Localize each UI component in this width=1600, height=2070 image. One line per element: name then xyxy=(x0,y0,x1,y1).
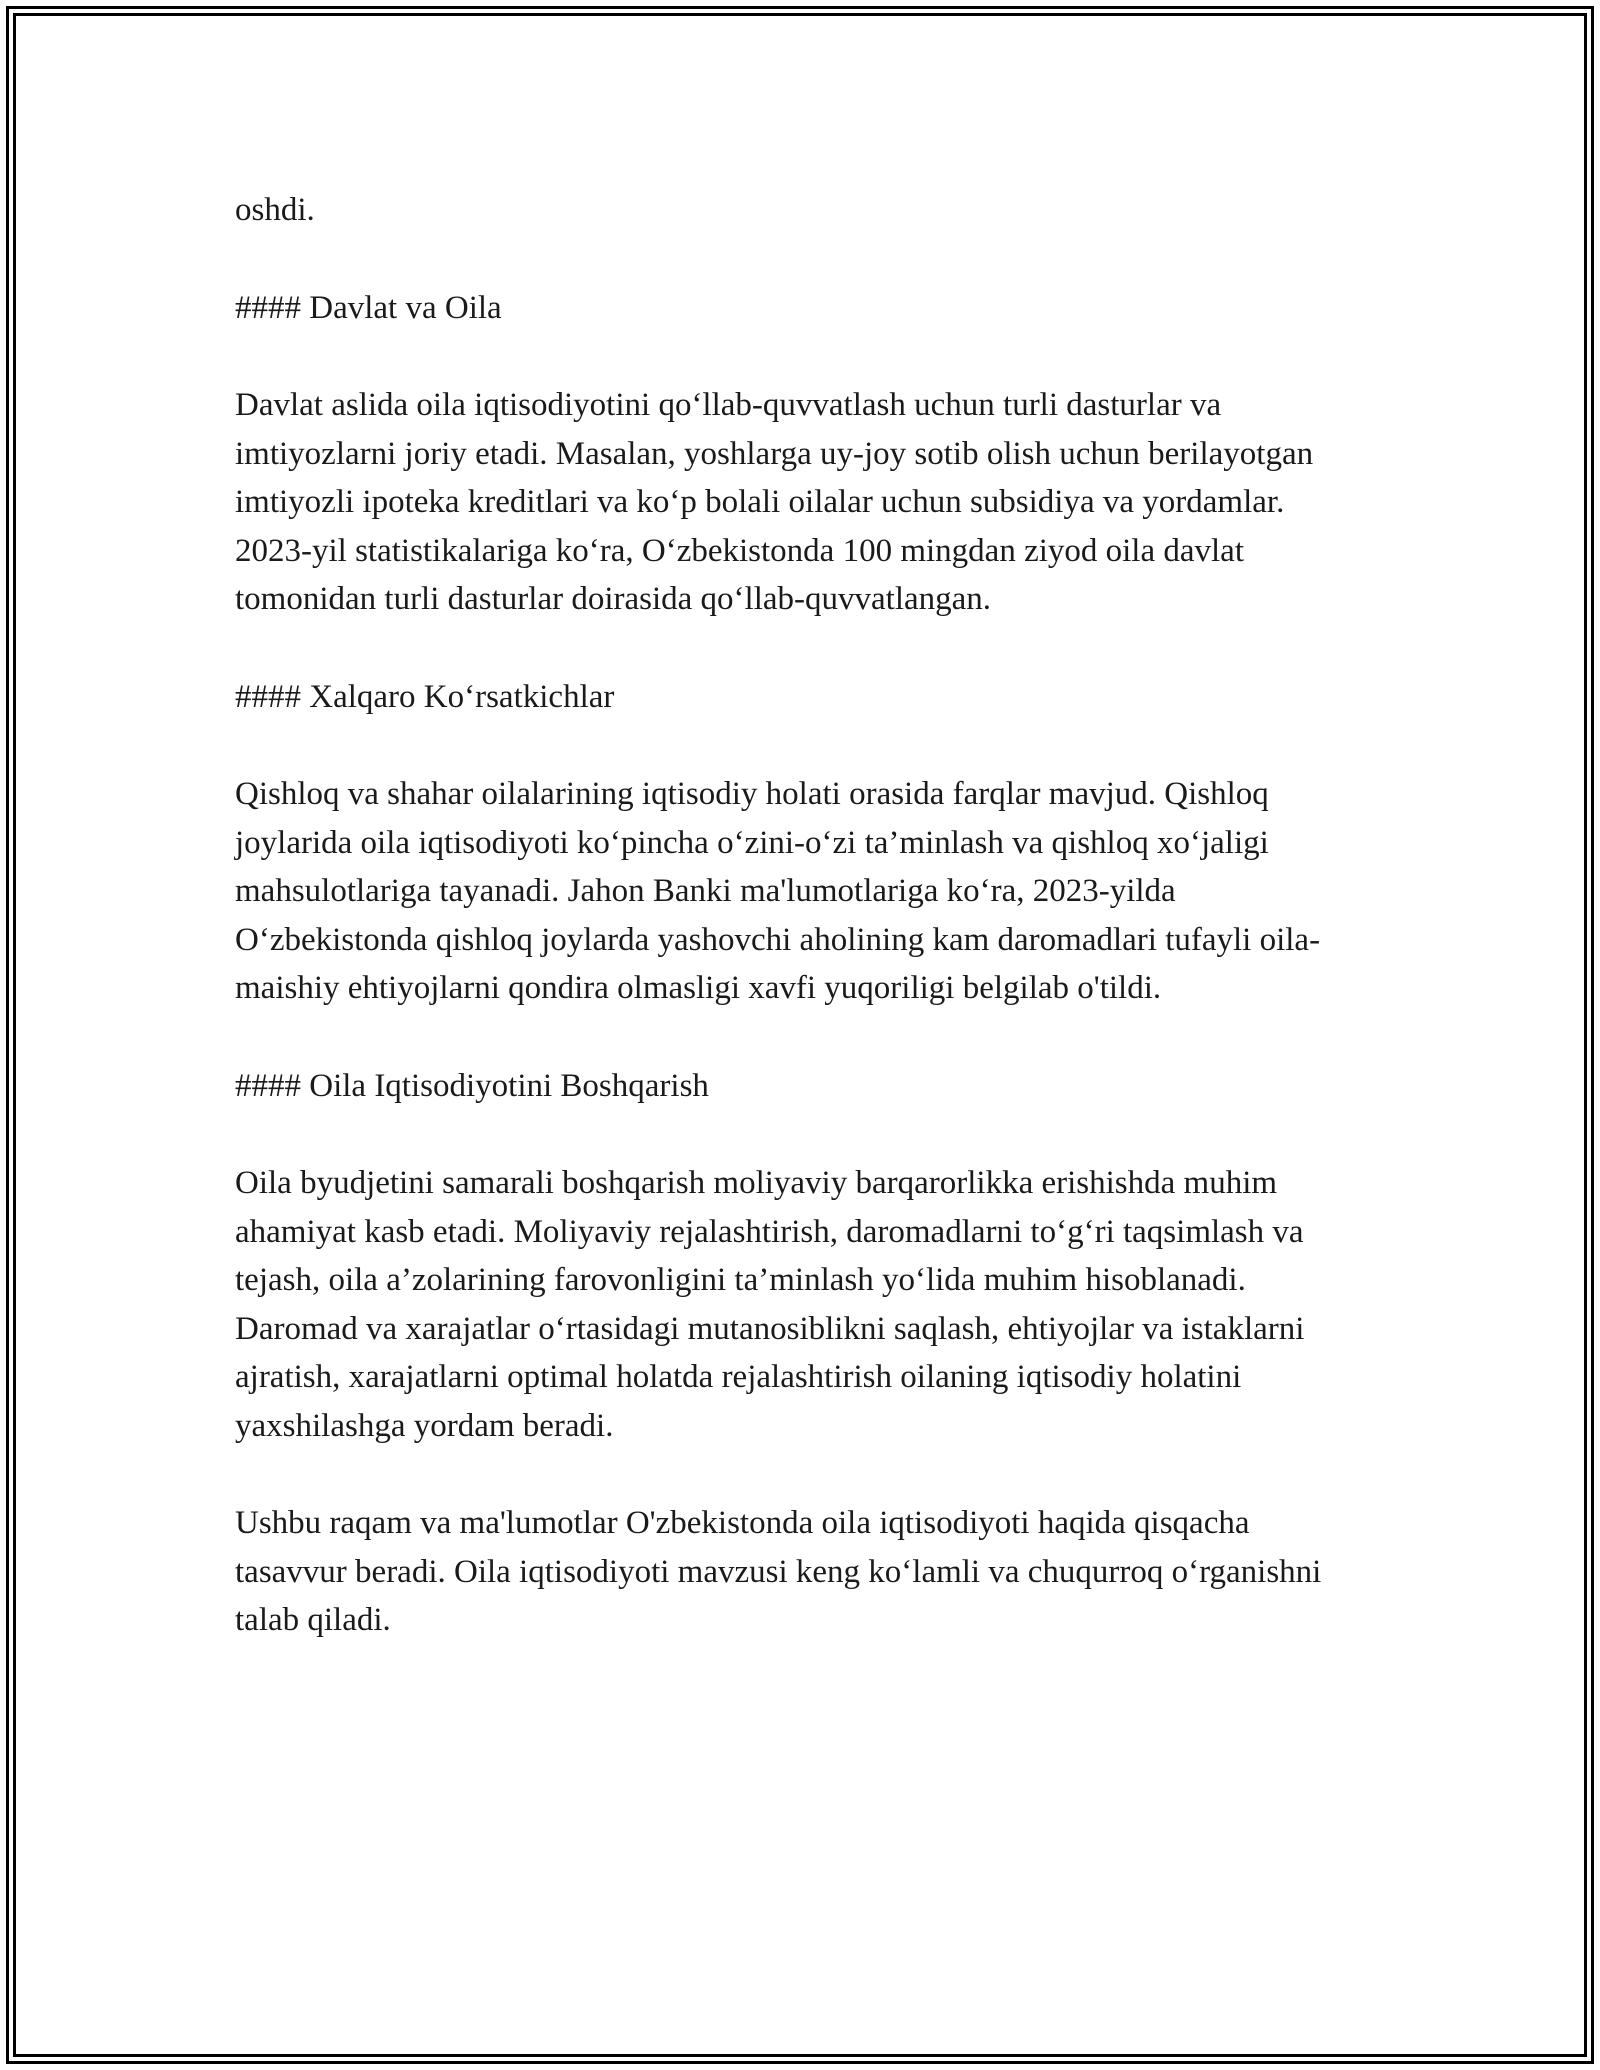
section-body-xalqaro-korsatkichlar: Qishloq va shahar oilalarining iqtisodiy holati orasida farqlar mavjud. Qishloq joylarida oila iqtisodiyoti ko‘pincha o‘zini-o‘zi ta’minlash va qishloq xo‘jaligi mahsulotlariga tayanadi. Jahon Banki ma'lumotlariga ko‘ra, 2023-yilda O‘zbekistonda qishloq joylarda yashovchi aholining kam daromadlari tufayli oila-maishiy ehtiyojlarni qondira olmasligi xavfi yuqoriligi belgilab o'tildi. xyxy=(235,776,1321,1006)
section-heading-oila-iqtisodiyotini-boshqarish: #### Oila Iqtisodiyotini Boshqarish xyxy=(235,1067,709,1104)
section-body-oila-iqtisodiyotini-boshqarish: Oila byudjetini samarali boshqarish moliyaviy barqarorlikka erishishda muhim ahamiyat kasb etadi. Moliyaviy rejalashtirish, daromadlarni to‘g‘ri taqsimlash va tejash, oila a’zolarining farovonligini ta’minlash yo‘lida muhim hisoblanadi. Daromad va xarajatlar o‘rtasidagi mutanosiblikni saqlash, ehtiyojlar va istaklarni ajratish, xarajatlarni optimal holatda rejalashtirish oilaning iqtisodiy holatini yaxshilashga yordam beradi. xyxy=(235,1165,1305,1444)
section-heading-xalqaro-korsatkichlar: #### Xalqaro Ko‘rsatkichlar xyxy=(235,678,615,715)
section-heading-davlat-va-oila: #### Davlat va Oila xyxy=(235,289,502,326)
continuation-text: oshdi. xyxy=(235,192,315,228)
document-body xyxy=(235,186,1365,1694)
conclusion-paragraph: Ushbu raqam va ma'lumotlar O'zbekistonda oila iqtisodiyoti haqida qisqacha tasavvur beradi. Oila iqtisodiyoti mavzusi keng ko‘lamli va chuqurroq o‘rganishni talab qiladi. xyxy=(235,1505,1322,1638)
section-body-davlat-va-oila: Davlat aslida oila iqtisodiyotini qo‘llab-quvvatlash uchun turli dasturlar va imtiyozlarni joriy etadi. Masalan, yoshlarga uy-joy sotib olish uchun berilayotgan imtiyozli ipoteka kreditlari va ko‘p bolali oilalar uchun subsidiya va yordamlar. 2023-yil statistikalariga ko‘ra, O‘zbekistonda 100 mingdan ziyod oila davlat tomonidan turli dasturlar doirasida qo‘llab-quvvatlangan. xyxy=(235,387,1314,617)
